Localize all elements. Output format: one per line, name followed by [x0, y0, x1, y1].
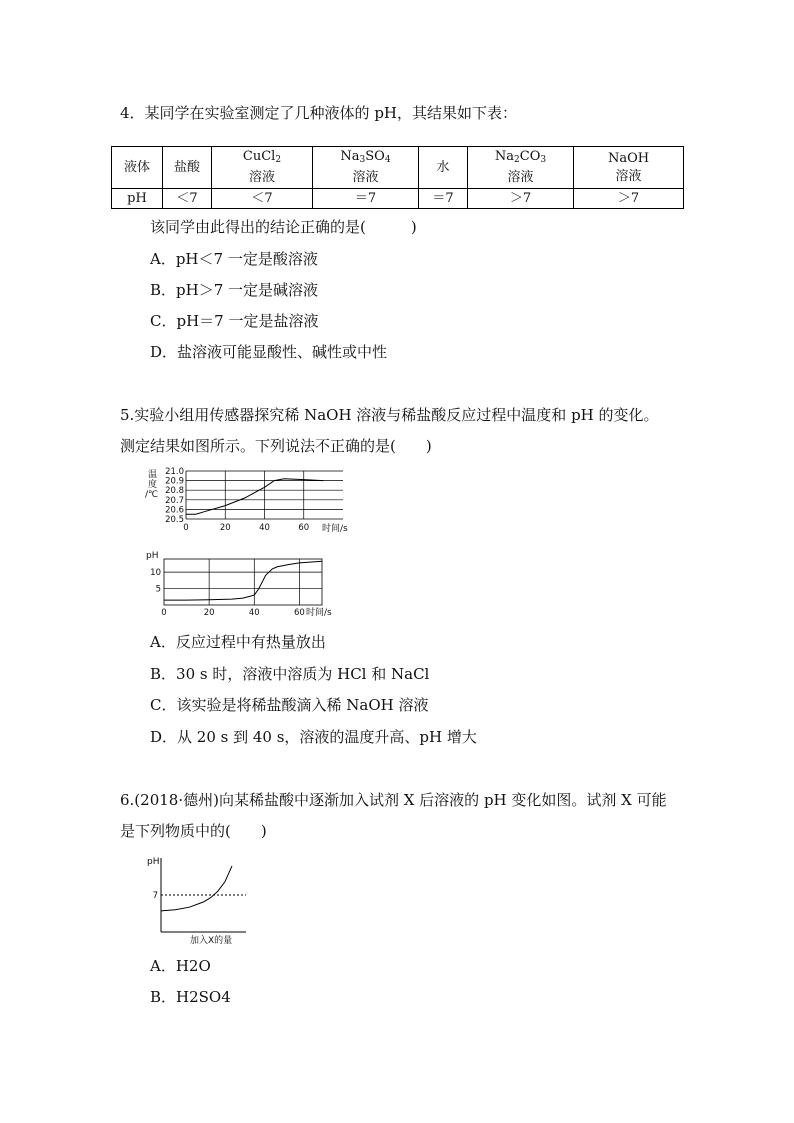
ph-time-chart: [140, 548, 350, 620]
y-tick-label: 7: [152, 891, 158, 901]
ph-series-line: [161, 866, 232, 911]
q4-option-d[interactable]: D．盐溶液可能显酸性、碱性或中性: [150, 343, 388, 361]
q4-option-c[interactable]: C．pH＝7 一定是盐溶液: [150, 312, 319, 330]
formula: Na: [494, 149, 515, 164]
header-cell: CuCl$_2$ 溶液: [212, 147, 313, 189]
q6-option-a[interactable]: A．H2O: [150, 957, 211, 975]
q5-option-c[interactable]: C．该实验是将稀盐酸滴入稀 NaOH 溶液: [150, 696, 429, 714]
header-cell: 液体: [112, 147, 163, 189]
temperature-chart: [140, 466, 360, 538]
y-tick-label: 20.9: [165, 476, 184, 487]
q6-option-b[interactable]: B．H2SO4: [150, 988, 231, 1006]
x-tick-label: 40: [248, 608, 260, 618]
q5-stem-line1: 5.实验小组用传感器探究稀 NaOH 溶液与稀盐酸反应过程中温度和 pH 的变化。: [120, 406, 659, 424]
y-tick-label: 21.0: [165, 467, 184, 477]
header-sub: 溶液: [507, 170, 534, 185]
y-tick-label: 10: [150, 568, 161, 579]
q6-stem-line2: 是下列物质中的( ): [120, 822, 267, 840]
x-tick-label: 40: [259, 523, 270, 533]
formula: CuCl: [242, 149, 276, 164]
x-tick-label: 20: [219, 523, 231, 533]
header-cell: $Na_3SO_4$ 溶液: [313, 147, 419, 189]
y-label-1: 温: [148, 470, 158, 480]
y-label-2: 度: [148, 480, 158, 490]
y-axis-label: pH: [146, 551, 159, 561]
x-tick-label: 20: [203, 608, 215, 618]
header-sub: 溶液: [352, 170, 379, 185]
q4-stem: 4．某同学在实验室测定了几种液体的 pH，其结果如下表：: [120, 104, 517, 122]
q4-option-b[interactable]: B．pH＞7 一定是碱溶液: [150, 281, 319, 299]
q4-question: 该同学由此得出的结论正确的是( ): [150, 218, 417, 236]
y-tick-label: 20.7: [165, 495, 184, 506]
header-cell: 水: [419, 147, 468, 189]
ph-cell: pH: [112, 189, 163, 209]
ph-cell: ＞7: [574, 189, 684, 209]
q6-stem-line1: 6.(2018·德州)向某稀盐酸中逐渐加入试剂 X 后溶液的 pH 变化如图。试剂 X 可能: [120, 791, 667, 809]
ph-cell: ＝7: [313, 189, 419, 209]
ph-cell: ＞7: [468, 189, 574, 209]
ph-results-table: [111, 146, 684, 209]
y-label-3: /℃: [145, 490, 159, 500]
y-tick-label: 20.8: [165, 486, 184, 497]
ph-series-line: [164, 561, 322, 600]
x-tick-label: 0: [183, 523, 189, 533]
header-sub: 溶液: [615, 168, 642, 184]
header-cell: 盐酸: [163, 147, 212, 189]
y-axis-label: pH: [147, 857, 160, 867]
q4-option-a[interactable]: A．pH＜7 一定是酸溶液: [150, 250, 318, 268]
q5-stem-line2: 测定结果如图所示。下列说法不正确的是( ): [120, 437, 432, 455]
header-cell: $Na_2CO_3$ 溶液: [468, 147, 574, 189]
x-tick-label: 60: [298, 523, 310, 533]
ph-cell: ＝7: [419, 189, 468, 209]
y-tick-label: 20.5: [165, 515, 184, 525]
y-tick-label: 5: [155, 584, 161, 595]
y-tick-label: 20.6: [165, 505, 184, 516]
x-axis-label: 时间/s: [322, 524, 348, 534]
q5-option-d[interactable]: D．从 20 s 到 40 s，溶液的温度升高、pH 增大: [150, 728, 477, 746]
x-axis-label: 时间/s: [306, 608, 332, 618]
q5-option-a[interactable]: A．反应过程中有热量放出: [150, 633, 326, 651]
formula: Na: [340, 149, 360, 164]
header-sub: 溶液: [248, 170, 275, 185]
header-cell: [574, 147, 684, 189]
x-tick-label: 0: [161, 608, 167, 618]
ph-cell: ＜7: [163, 189, 212, 209]
ph-vs-x-chart: [140, 852, 260, 946]
q5-option-b[interactable]: B．30 s 时，溶液中溶质为 HCl 和 NaCl: [150, 665, 430, 683]
formula: NaOH: [607, 150, 650, 166]
x-axis-label: 加入X的量: [190, 936, 233, 946]
temperature-series-line: [186, 479, 323, 515]
x-tick-label: 60: [294, 608, 305, 618]
ph-cell: ＜7: [212, 189, 313, 209]
